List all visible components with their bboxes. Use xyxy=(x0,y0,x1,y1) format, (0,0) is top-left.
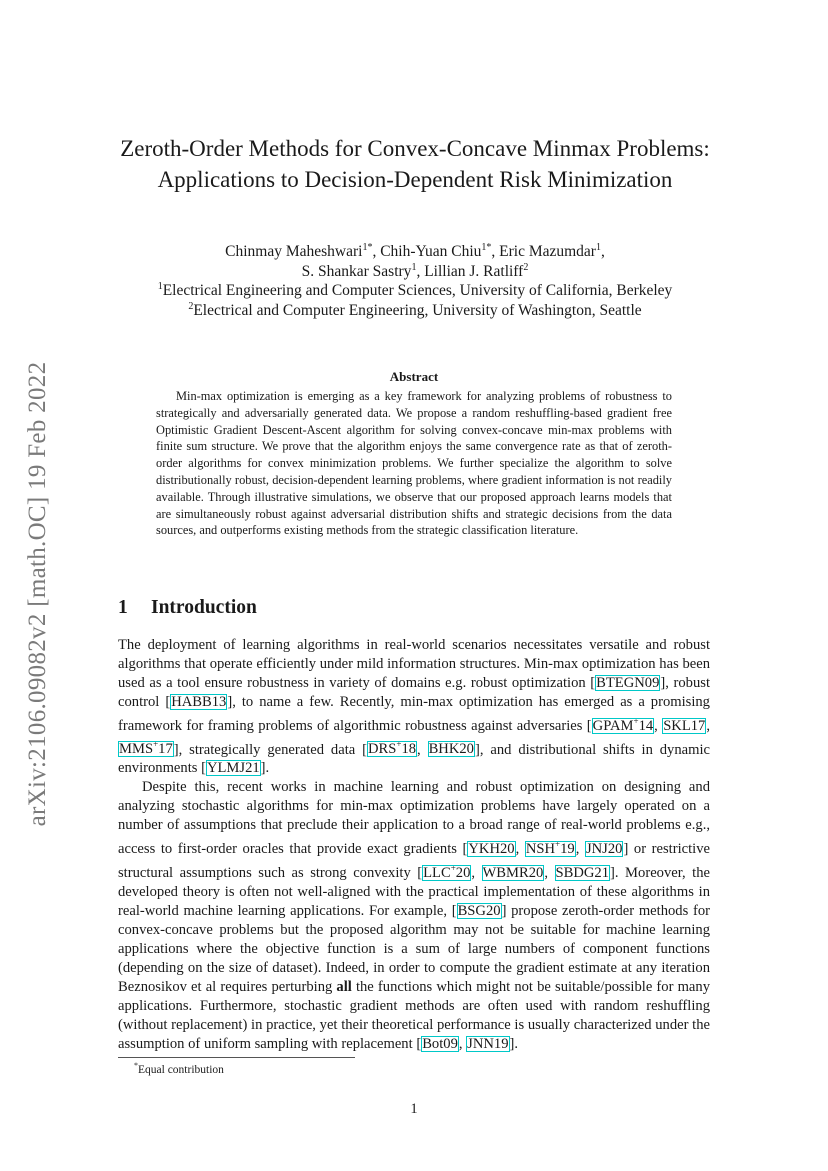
citation-link[interactable]: JNJ20 xyxy=(585,841,623,858)
author-mark: 1 xyxy=(411,261,417,273)
text-run: . xyxy=(265,760,270,777)
paragraph: Despite this, recent works in machine learning and robust optimization on designing and analyzing stochastic algorithms for min-max optimization problems have largely operated on a number of assumptions that preclude their application to a broad range of real-world problems e.g., access to first-order oracles that provide exact gradients [YKH20, NSH+19, JNJ20] or restrictive structural assumptions such as strong convexity [LLC+20, WBMR20, SBDG21]. Moreover, the developed theory is often not well-aligned with the practical implementation of these algorithms in real-world machine learning applications. For example, [BSG20] propose zeroth-order methods for convex-concave problems but the proposed algorithm may not be suitable for machine learning applications where the objective function is a sum of large numbers of component functions (depending on the size of dataset). Indeed, in order to compute the gradient estimate at any iteration Beznosikov et al requires perturbing all the functions which might not be suitable/possible for many applications. Furthermore, stochastic gradient methods are often used with random reshuffling (without replacement) in practice, yet their theoretical performance is usually characterized under the assumption of uniform sampling with replacement [Bot09, JNN19]. xyxy=(118,779,710,1052)
paper-title: Zeroth-Order Methods for Convex-Concave Minmax Problems: Applications to Decision-Dependent Risk Minimization xyxy=(120,136,710,192)
text-run: The deployment of learning algorithms in real-world scenarios necessitates versatile and robust algorithms that operate efficiently under mild information structures. Min-max optimization has been used as a tool ensure robustness in variety of domains e.g. robust optimization xyxy=(118,637,710,691)
author-name: Chinmay Maheshwari xyxy=(225,243,363,260)
text-run: or restrictive structural assumptions such as strong convexity xyxy=(118,841,710,881)
text-run: , xyxy=(575,841,585,858)
citation-key: GPAM xyxy=(592,717,634,734)
text-run: , to name a few. Recently, min-max optimization has emerged as a promising framework for framing problems of algorithmic robustness against adversaries xyxy=(118,693,710,734)
citation-link[interactable] xyxy=(525,841,576,857)
citation-year: 19 xyxy=(560,841,575,858)
abstract-text: Min-max optimization is emerging as a key framework for analyzing problems of robustness to strategically and adversarially generated data. We propose a random reshuffling-based gradient free Optimistic Gradient Descent-Ascent algorithm for solving convex-concave min-max problems with finite sum structure. We prove that the algorithm enjoys the same convergence rate as that of zeroth-order algorithms for convex minimization problems. We further specialize the algorithm to solve distributionally robust, decision-dependent learning problems, where gradient information is not readily available. Through illustrative simulations, we observe that our proposed approach learns models that are simultaneously robust against adversarial distribution shifts and strategic decisions from the data sources, and outperforms existing methods from the strategic classification literature. xyxy=(156,389,672,538)
citation-sup: + xyxy=(633,715,639,726)
author-name: Chih-Yuan Chiu xyxy=(380,243,482,260)
citation-link[interactable] xyxy=(118,741,174,757)
citation-link[interactable]: WBMR20 xyxy=(482,864,544,881)
paragraph: The deployment of learning algorithms in real-world scenarios necessitates versatile and robust algorithms that operate efficiently under mild information structures. Min-max optimization has been used as a tool ensure robustness in variety of domains e.g. robust optimization [BTEGN09], robust control [HABB13], to name a few. Recently, min-max optimization has emerged as a promising framework for framing problems of algorithmic robustness against adversaries [GPAM+14, SKL17, MMS+17], strategically generated data [DRS+18, BHK20], and distributional shifts in dynamic environments [YLMJ21]. xyxy=(118,637,711,777)
abstract-heading: Abstract xyxy=(389,369,439,384)
affiliation xyxy=(158,282,673,299)
arxiv-identifier-text: arXiv:2106.09082v2 [math.OC] 19 Feb 2022 xyxy=(24,361,51,827)
citation-link[interactable]: HABB13 xyxy=(171,693,227,710)
citation-key: DRS xyxy=(367,741,397,758)
author-name: S. Shankar Sastry xyxy=(301,262,412,280)
affiliation-mark: 1 xyxy=(157,280,163,292)
citation-sup: + xyxy=(555,839,561,850)
affiliation xyxy=(188,302,641,319)
citation-link[interactable]: BSG20 xyxy=(457,902,501,919)
text-run: , robust control xyxy=(118,674,711,710)
section-title: Introduction xyxy=(151,597,257,618)
citation-link[interactable] xyxy=(592,715,655,734)
author-mark: 1 xyxy=(595,241,601,253)
text-run: , xyxy=(706,717,711,734)
text-run: the functions which might not be suitable/possible for many applications. Furthermore, stochastic gradient methods are often used with random reshuffling (without replacement) in practice, yet their theoretical performance is usually characterized under the assumption of uniform sampling with replacement xyxy=(118,978,710,1052)
affiliation-mark: 2 xyxy=(188,300,194,312)
author-name: Lillian J. Ratliff xyxy=(424,262,524,280)
section-heading xyxy=(118,597,257,619)
citation-link[interactable]: Bot09 xyxy=(422,1035,458,1052)
citation-link[interactable] xyxy=(367,741,417,757)
citation-key: LLC xyxy=(423,864,451,881)
bold-term: all xyxy=(336,978,352,995)
citation-sup: + xyxy=(153,739,159,750)
text-run: . Moreover, the developed theory is often not well-aligned with the practical implementation of these algorithms in real-world machine learning applications. For example, xyxy=(118,864,710,919)
citation-year: 18 xyxy=(401,741,417,758)
citation-link[interactable]: SKL17 xyxy=(663,717,706,734)
footnote-mark: * xyxy=(134,1061,138,1070)
text-run: . xyxy=(514,1035,519,1052)
citation-sup: + xyxy=(450,863,456,874)
citation-key: NSH xyxy=(525,841,556,858)
text-run: propose zeroth-order methods for convex-concave problems but the proposed algorithm may not be suitable for machine learning applications where the objective function is a sum of large numbers of component functions (depending on the size of dataset). Indeed, in order to compute the gradient estimate at any iteration Beznosikov et al requires perturbing xyxy=(118,902,710,995)
author-name: Eric Mazumdar xyxy=(499,243,596,260)
author-mark: 1* xyxy=(362,241,373,253)
citation-year: 17 xyxy=(158,741,173,758)
citation-link[interactable]: YKH20 xyxy=(468,841,515,858)
page-number: 1 xyxy=(410,1101,418,1117)
citation-link[interactable]: JNN19 xyxy=(467,1035,509,1052)
text-run: , xyxy=(458,1035,467,1052)
text-run: , xyxy=(417,741,428,758)
text-run: Despite this, recent works in machine learning and robust optimization on designing and analyzing stochastic algorithms for min-max optimization problems have largely operated on a number of assumptions that preclude their application to a broad range of real-world problems e.g., access to first-order oracles that provide exact gradients xyxy=(118,779,710,858)
citation-link[interactable]: YLMJ21 xyxy=(206,760,260,777)
affiliation-text: Electrical Engineering and Computer Sciences, University of California, Berkeley xyxy=(162,282,673,299)
section-number: 1 xyxy=(118,597,128,618)
citation-sup: + xyxy=(396,739,402,750)
text-run: , xyxy=(654,717,663,734)
text-run: , strategically generated data xyxy=(178,741,363,758)
footnote-text: Equal contribution xyxy=(138,1063,224,1076)
citation-link[interactable]: SBDG21 xyxy=(555,864,610,881)
footnote xyxy=(134,1061,224,1076)
text-run: , and distributional shifts in dynamic environments xyxy=(118,741,710,777)
section-body xyxy=(118,636,710,1053)
author-mark: 1* xyxy=(481,241,492,253)
affiliation-text: Electrical and Computer Engineering, University of Washington, Seattle xyxy=(193,301,642,319)
citation-link[interactable]: BTEGN09 xyxy=(596,674,660,691)
citation-link[interactable] xyxy=(422,865,471,881)
text-run: , xyxy=(471,864,482,881)
citation-link[interactable]: BHK20 xyxy=(428,741,474,758)
text-run: , xyxy=(515,841,525,858)
citation-key: MMS xyxy=(119,741,154,758)
author-block: Chinmay Maheshwari$^{1*}$, Chih-Yuan Chiu$^{1*}$, Eric Mazumdar$^1$, S. Shankar Sastry$^1$, Lillian J. Ratliff$^2$ $^1$Electrical Engineering and Computer Sciences, University of California, Berkeley $^2$Electrical and Computer Engineering, University of Washington, Seattle xyxy=(157,241,673,319)
footnote-rule xyxy=(118,1057,355,1058)
text-run: , xyxy=(544,864,555,881)
citation-year: 20 xyxy=(455,864,471,881)
citation-year: 14 xyxy=(638,717,654,734)
author-mark: 2 xyxy=(523,261,529,273)
